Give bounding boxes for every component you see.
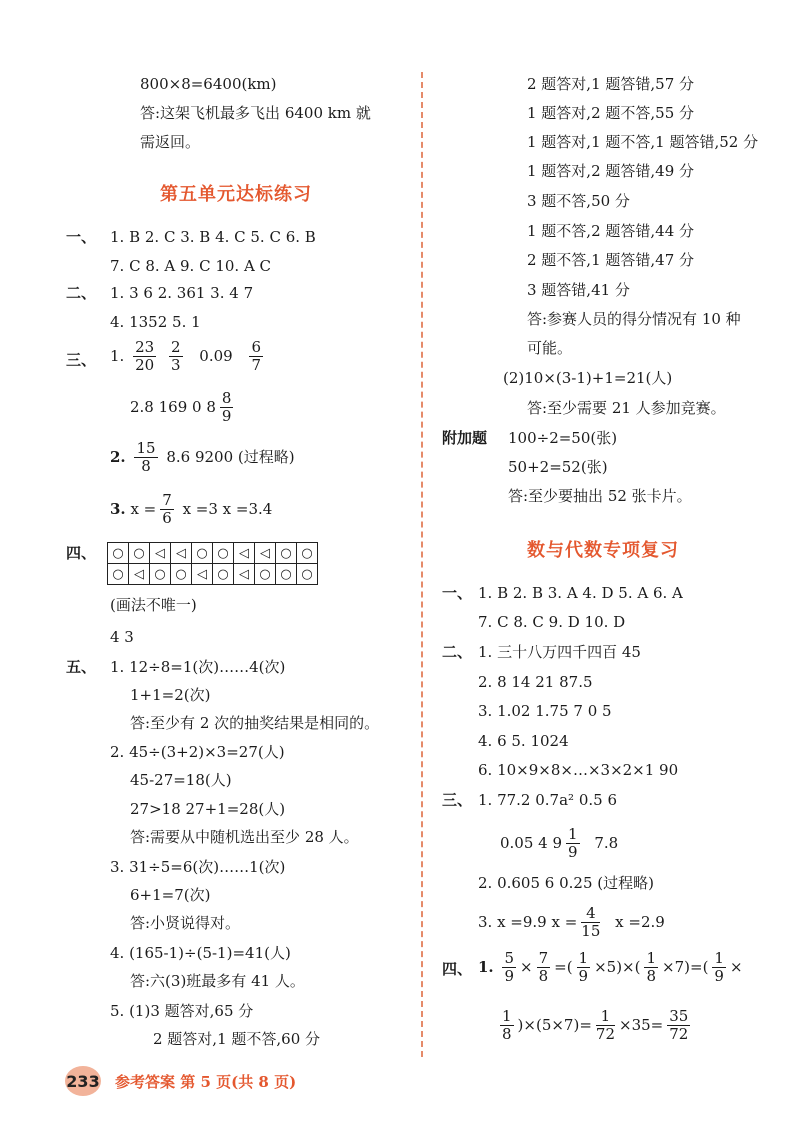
circle-shape-cell: ○ [150,564,171,585]
answer-line: 可能。 [527,339,573,357]
answer-line: 答:至少需要 21 人参加竞赛。 [527,399,726,417]
answer-line: 4. 1352 5. 1 [110,313,201,331]
value-group: 3. x =9.9 x = [478,912,578,931]
answer-line: 答:至少有 2 次的抽奖结果是相同的。 [130,714,380,732]
answer-line: (2)10×(3-1)+1=21(人) [503,369,673,387]
fraction: $\frac{15}{8}$ [136,439,156,476]
fraction: $\frac{1}{8}$ [646,949,657,986]
expression-part: =( [554,957,573,976]
item-index: 3. [110,499,126,518]
text-line: 800×8=6400(km) [140,75,277,93]
answer-line: 2. 8 14 21 87.5 [478,673,593,691]
circle-shape-cell: ○ [213,543,234,564]
expression-part: ×7)=( [662,957,709,976]
fraction: $\frac{4}{15}$ [581,904,601,941]
page-number-badge: 233 [65,1066,101,1096]
triangle-shape-cell: ◁ [192,564,213,585]
operator: × [520,957,533,976]
answer-line: 4. (165-1)÷(5-1)=41(人) [110,944,291,962]
answer-line: 3. 31÷5=6(次)……1(次) [110,858,286,876]
answer-line: 3. 1.02 1.75 7 0 5 [478,702,612,720]
answer-line: 1. B 2. B 3. A 4. D 5. A 6. A [478,584,683,602]
answer-line: 5. (1)3 题答对,65 分 [110,1002,254,1020]
shape-grid-row [108,564,318,585]
answer-line: 2. 0.605 6 0.25 (过程略) [478,874,654,892]
circle-shape-cell: ○ [276,564,297,585]
question-label: 四、 [442,960,473,978]
footer-label: 参考答案 第 5 页(共 8 页) [115,1072,297,1091]
answer-line: 45-27=18(人) [130,771,232,789]
fraction: $\frac{1}{9}$ [578,949,589,986]
answer-line: 4. 6 5. 1024 [478,732,569,750]
value: x = [130,499,157,518]
question-label: 一、 [442,584,473,602]
question-label: 二、 [442,643,473,661]
answer-line: 1. 三十八万四千四百 45 [478,643,641,661]
answer-line: 6+1=7(次) [130,886,211,904]
value: x =2.9 [615,912,665,931]
fraction: $\frac{1}{9}$ [714,949,724,986]
fraction: $\frac{1}{72}$ [595,1007,615,1044]
triangle-shape-cell: ◁ [255,543,276,564]
answer-line [478,950,743,986]
fraction: $\frac{1}{9}$ [568,825,578,862]
fraction: $\frac{7}{8}$ [538,949,549,986]
value-group: 8.6 9200 (过程略) [166,447,295,466]
operator: × [729,957,743,976]
item-index: 1. [110,346,125,365]
fraction: $\frac{1}{8}$ [502,1007,512,1044]
fraction: $\frac{8}{9}$ [221,389,232,426]
answer-line: 1 题不答,2 题答错,44 分 [527,222,695,240]
answer-line [110,440,295,476]
question-label: 三、 [442,791,473,809]
circle-shape-cell: ○ [129,543,150,564]
triangle-shape-cell: ◁ [150,543,171,564]
question-label: 附加题 [442,429,488,447]
answer-line: 7. C 8. C 9. D 10. D [478,613,626,631]
answer-line: 4 3 [110,628,134,646]
answer-line: 2 题答对,1 题不答,60 分 [153,1030,321,1048]
value-group: 2.8 169 0 8 [130,397,216,416]
expression-part: ×35= [619,1015,664,1034]
question-label: 一、 [66,228,97,246]
section-title: 数与代数专项复习 [527,540,679,561]
fraction: $\frac{35}{72}$ [669,1007,689,1044]
answer-line: 2 题不答,1 题答错,47 分 [527,251,695,269]
answer-line: 2. 45÷(3+2)×3=27(人) [110,743,285,761]
answer-line: 1 题答对,2 题答错,49 分 [527,162,695,180]
question-label: 二、 [66,284,97,302]
answer-line [478,905,665,941]
answer-line: 答:需要从中随机选出至少 28 人。 [130,828,359,846]
section-title: 第五单元达标练习 [160,184,312,205]
circle-shape-cell: ○ [171,564,192,585]
note: (画法不唯一) [110,596,197,614]
circle-shape-cell: ○ [297,543,318,564]
question-label: 三、 [66,351,97,369]
triangle-shape-cell: ◁ [171,543,192,564]
shape-grid [107,542,318,585]
answer-line [110,492,272,528]
answer-line: 1. 3 6 2. 361 3. 4 7 [110,284,254,302]
answer-line: 1. 77.2 0.7a² 0.5 6 [478,791,617,809]
circle-shape-cell: ○ [108,543,129,564]
circle-shape-cell: ○ [255,564,276,585]
circle-shape-cell: ○ [192,543,213,564]
triangle-shape-cell: ◁ [234,564,255,585]
answer-line: 6. 10×9×8×…×3×2×1 90 [478,761,679,779]
answer-line: 50+2=52(张) [508,458,608,476]
fraction: $\frac{7}{6}$ [162,491,172,528]
text-line: 答:这架飞机最多飞出 6400 km 就 [140,104,371,122]
triangle-shape-cell: ◁ [234,543,255,564]
answer-line [130,390,237,426]
expression-part: ×5)×( [594,957,641,976]
expression-part: )×(5×7)= [517,1015,592,1034]
answer-line: 答:至少要抽出 52 张卡片。 [508,487,692,505]
item-index: 1. [478,957,494,976]
answer-line: 答:小贤说得对。 [130,914,241,932]
circle-shape-cell: ○ [297,564,318,585]
circle-shape-cell: ○ [276,543,297,564]
fraction: $\frac{2}{3}$ [170,338,181,375]
answer-line: 3 题答错,41 分 [527,281,630,299]
answer-line: 1 题答对,1 题不答,1 题答错,52 分 [527,133,759,151]
answer-line: 答:参赛人员的得分情况有 10 种 [527,310,741,328]
answer-line [496,1008,694,1044]
answer-line: 答:六(3)班最多有 41 人。 [130,972,305,990]
triangle-shape-cell: ◁ [129,564,150,585]
answer-line: 1 题答对,2 题不答,55 分 [527,104,695,122]
question-label: 四、 [66,544,97,562]
text-line: 需返回。 [140,133,201,151]
answer-line: 27>18 27+1=28(人) [130,800,286,818]
answer-line: 100÷2=50(张) [508,429,618,447]
question-label: 五、 [66,658,97,676]
value-group: x =3 x =3.4 [182,499,273,518]
item-index: 2. [110,447,126,466]
answer-line: 7. C 8. A 9. C 10. A C [110,257,272,275]
value: 0.09 [199,346,233,365]
fraction: $\frac{23}{20}$ [135,338,155,375]
column-divider [421,72,423,1057]
answer-line: 1. B 2. C 3. B 4. C 5. C 6. B [110,228,316,246]
shape-grid-row [108,543,318,564]
circle-shape-cell: ○ [213,564,234,585]
answer-line: 1. 12÷8=1(次)……4(次) [110,658,286,676]
page-footer [65,1066,296,1096]
value: 7.8 [594,833,619,852]
answer-line: 1+1=2(次) [130,686,211,704]
value-group: 0.05 4 9 [500,833,563,852]
answer-line: 2 题答对,1 题答错,57 分 [527,75,695,93]
answer-line [110,339,267,375]
circle-shape-cell: ○ [108,564,129,585]
answer-line [500,826,618,862]
fraction: $\frac{6}{7}$ [251,338,262,375]
fraction: $\frac{5}{9}$ [504,949,514,986]
answer-line: 3 题不答,50 分 [527,192,630,210]
